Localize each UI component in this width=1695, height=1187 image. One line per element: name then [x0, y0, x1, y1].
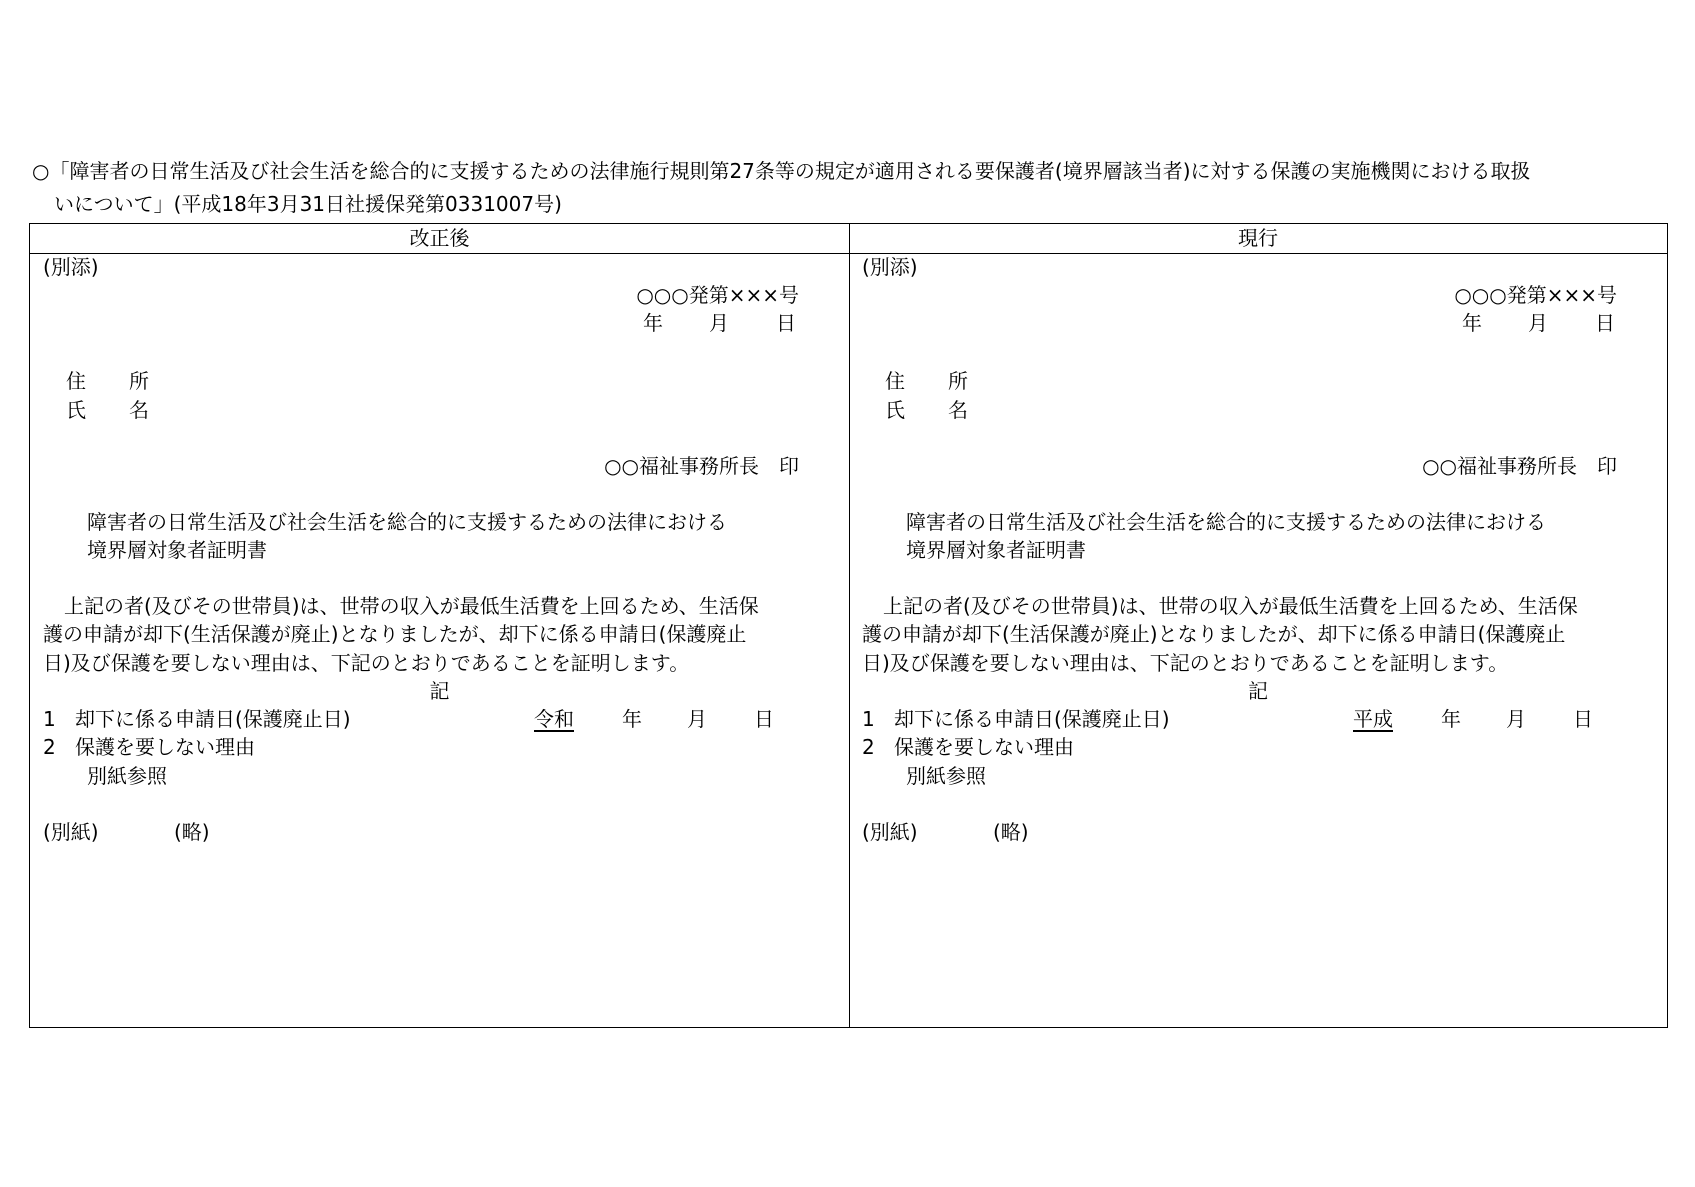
item-1-era: 令和 [534, 707, 574, 731]
date-month: 月 [1528, 311, 1548, 335]
document-title-line-1: ○「障害者の日常生活及び社会生活を総合的に支援するための法律施行規則第27条等の規定が適用される要保護者(境界層該当者)に対する保護の実施機関における取扱 [32, 159, 1531, 183]
item-1-number: 1 [862, 707, 875, 731]
address-label-2: 所 [129, 369, 149, 393]
attachment-label: (別添) [862, 255, 918, 279]
issuer-seal: ○○福祉事務所長 印 [604, 454, 799, 478]
item-1-label: 却下に係る申請日(保護廃止日) [894, 707, 1170, 731]
name-label-1: 氏 [66, 398, 86, 422]
column-header: 改正後 [30, 224, 849, 254]
date-day: 日 [1595, 311, 1615, 335]
body-line-1: 上記の者(及びその世帯員)は、世帯の収入が最低生活費を上回るため、生活保 [64, 594, 759, 618]
issuer-seal: ○○福祉事務所長 印 [1422, 454, 1617, 478]
certificate-title-line-2: 境界層対象者証明書 [87, 538, 267, 562]
body-line-1: 上記の者(及びその世帯員)は、世帯の収入が最低生活費を上回るため、生活保 [883, 594, 1578, 618]
appendix-note: (略) [993, 820, 1029, 844]
item-1-day: 日 [1573, 707, 1593, 731]
column-revised [30, 224, 850, 1027]
address-label-1: 住 [885, 369, 905, 393]
address-label-2: 所 [948, 369, 968, 393]
ki-heading: 記 [1248, 679, 1268, 703]
item-2-number: 2 [862, 735, 875, 759]
ki-heading: 記 [429, 679, 450, 703]
item-2-number: 2 [43, 735, 56, 759]
item-1-year: 年 [1441, 707, 1461, 731]
item-2-value: 別紙参照 [87, 764, 167, 788]
item-2-value: 別紙参照 [906, 764, 986, 788]
date-day: 日 [776, 311, 796, 335]
item-2-label: 保護を要しない理由 [894, 735, 1074, 759]
appendix-label: (別紙) [43, 820, 99, 844]
item-1-era: 平成 [1353, 707, 1393, 731]
column-current [849, 224, 1667, 1027]
attachment-label: (別添) [43, 255, 99, 279]
item-1-month: 月 [1506, 707, 1526, 731]
date-month: 月 [709, 311, 729, 335]
item-1-year: 年 [622, 707, 642, 731]
body-line-3: 日)及び保護を要しない理由は、下記のとおりであることを証明します。 [862, 651, 1509, 675]
item-1-label: 却下に係る申請日(保護廃止日) [75, 707, 351, 731]
item-1-number: 1 [43, 707, 56, 731]
certificate-title-line-2: 境界層対象者証明書 [906, 538, 1086, 562]
body-line-2: 護の申請が却下(生活保護が廃止)となりましたが、却下に係る申請日(保護廃止 [862, 622, 1566, 646]
body-line-2: 護の申請が却下(生活保護が廃止)となりましたが、却下に係る申請日(保護廃止 [43, 622, 747, 646]
name-label-2: 名 [129, 398, 149, 422]
item-2-label: 保護を要しない理由 [75, 735, 255, 759]
comparison-table [29, 223, 1668, 1028]
name-label-2: 名 [948, 398, 968, 422]
certificate-title-line-1: 障害者の日常生活及び社会生活を総合的に支援するための法律における [87, 510, 727, 534]
appendix-note: (略) [174, 820, 210, 844]
appendix-label: (別紙) [862, 820, 918, 844]
document-number: ○○○発第×××号 [1454, 283, 1617, 307]
body-line-3: 日)及び保護を要しない理由は、下記のとおりであることを証明します。 [43, 651, 690, 675]
document-number: ○○○発第×××号 [636, 283, 799, 307]
address-label-1: 住 [66, 369, 86, 393]
date-year: 年 [1462, 311, 1482, 335]
certificate-title-line-1: 障害者の日常生活及び社会生活を総合的に支援するための法律における [906, 510, 1546, 534]
document-title-line-2: いについて」(平成18年3月31日社援保発第0331007号) [54, 192, 562, 216]
item-1-month: 月 [687, 707, 707, 731]
name-label-1: 氏 [885, 398, 905, 422]
item-1-day: 日 [754, 707, 774, 731]
column-header: 現行 [849, 224, 1667, 254]
date-year: 年 [643, 311, 663, 335]
